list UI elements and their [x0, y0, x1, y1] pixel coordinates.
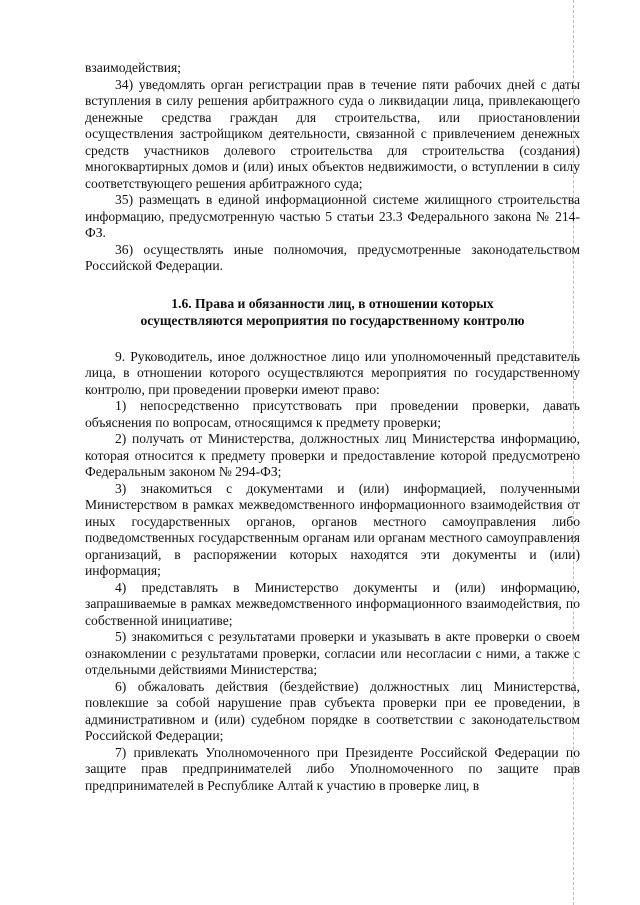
paragraph-item-34: 34) уведомлять орган регистрации прав в течение пяти рабочих дней с даты вступления в силу решения арбитражного суда о ликвидации лица, привлекающего денежные средства граждан для строительства, или приостановлении осуществления застройщиком деятельности, связанной с привлечением денежных средств участников долевого строительства для строительства (создания) многоквартирных домов и (или) иных объектов недвижимости, о вступлении в силу соответствующего решения арбитражного суда;	[85, 76, 580, 191]
paragraph-clause-9: 9. Руководитель, иное должностное лицо или уполномоченный представитель лица, в отношении которого осуществляются мероприятия по государственному контролю, при проведении проверки имеют право:	[85, 348, 580, 397]
paragraph-right-7: 7) привлекать Уполномоченного при Президенте Российской Федерации по защите прав предпринимателей либо Уполномоченного по защите прав предпринимателей в Республике Алтай к участию в проверке лиц, в	[85, 744, 580, 793]
paragraph-continuation: взаимодействия;	[85, 60, 182, 75]
section-heading-line2: осуществляются мероприятия по государственному контролю	[140, 312, 525, 328]
document-body	[85, 60, 580, 794]
paragraph-right-5: 5) знакомиться с результатами проверки и указывать в акте проверки о своем ознакомлении с результатами проверки, согласии или несогласии с ними, а также с отдельными действиями Министерства;	[85, 629, 580, 677]
paragraph-right-3: 3) знакомиться с документами и (или) информацией, полученными Министерством в рамках межведомственного информационного взаимодействия от иных государственных органов, органов местного самоуправления либо подведомственных государственным органам или органам местного самоуправления организаций, в распоряжении которых находятся эти документы и (или) информация;	[85, 480, 580, 578]
section-heading	[85, 295, 580, 329]
section-heading-line1: 1.6. Права и обязанности лиц, в отношении которых	[171, 295, 494, 311]
paragraph-right-4: 4) представлять в Министерство документы и (или) информацию, запрашиваемые в рамках межведомственного информационного взаимодействия, по собственной инициативе;	[85, 579, 580, 628]
paragraph-right-2: 2) получать от Министерства, должностных лиц Министерства информацию, которая относится к предмету проверки и предоставление которой предусмотрено Федеральным законом № 294-ФЗ;	[85, 431, 580, 479]
paragraph-item-35: 35) размещать в единой информационной системе жилищного строительства информацию, предусмотренную частью 5 статьи 23.3 Федерального закона № 214-ФЗ.	[85, 192, 580, 240]
paragraph-item-36: 36) осуществлять иные полномочия, предусмотренные законодательством Российской Федерации.	[85, 241, 580, 273]
paragraph-right-1: 1) непосредственно присутствовать при проведении проверки, давать объяснения по вопросам, относящимся к предмету проверки;	[85, 398, 580, 430]
paragraph-right-6: 6) обжаловать действия (бездействие) должностных лиц Министерства, повлекшие за собой нарушение прав субъекта проверки при ее проведении, в административном и (или) судебном порядке в соответствии с законодательством Российской Федерации;	[85, 678, 580, 743]
